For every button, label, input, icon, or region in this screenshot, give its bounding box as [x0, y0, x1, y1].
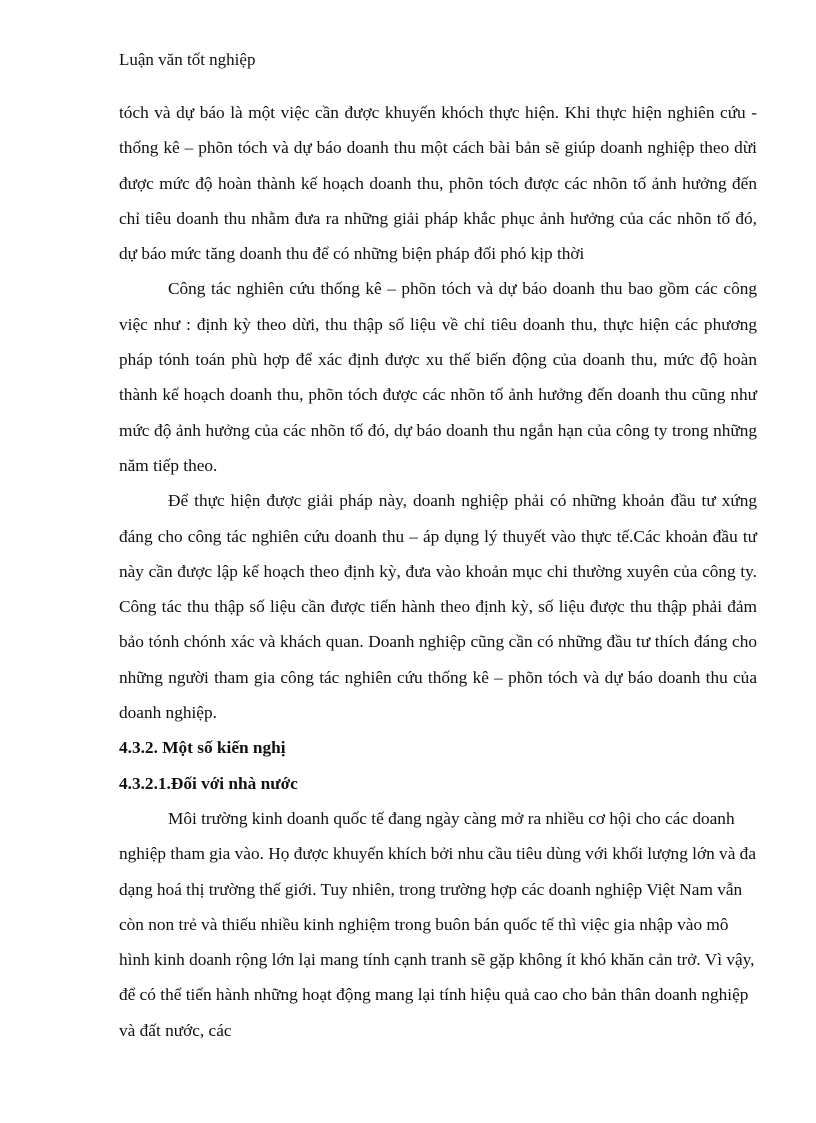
paragraph-business-environment: Môi trường kinh doanh quốc tế đang ngày càng mở ra nhiều cơ hội cho các doanh nghiệp tham gia vào. Họ được khuyến khích bởi nhu cầu tiêu dùng với khối lượng lớn và đa dạng hoá thị trường thế giới. Tuy nhiên, trong trường hợp các doanh nghiệp Việt Nam vẫn còn non trẻ và thiếu nhiều kinh nghiệm trong buôn bán quốc tế thì việc gia nhập vào mô hình kinh doanh rộng lớn lại mang tính cạnh tranh sẽ gặp không ít khó khăn cản trở. Vì vậy, để có thể tiến hành những hoạt động mang lại tính hiệu quả cao cho bản thân doanh nghiệp và đất nước, các	[119, 808, 756, 1040]
subsection-heading-state: 4.3.2.1.Đối với nhà nước	[119, 773, 298, 793]
section-heading-recommendations: 4.3.2. Một số kiến nghị	[119, 738, 286, 758]
paragraph-investment: Để thực hiện được giải pháp này, doanh nghiệp phải có những khoản đầu tư xứng đáng cho công tác nghiên cứu doanh thu – áp dụng lý thuyết vào thực tế.Các khoản đầu tư này cần được lập kế hoạch theo định kỳ, đưa vào khoản mục chi thường xuyên của công ty. Công tác thu thập số liệu cần được tiến hành theo định kỳ, số liệu được thu thập phải đảm bảo tónh chónh xác và khách quan. Doanh nghiệp cũng cần có những đầu tư thích đáng cho những người tham gia công tác nghiên cứu thống kê – phõn tóch và dự báo doanh thu của doanh nghiệp.	[119, 491, 757, 723]
page-header: Luận văn tốt nghiệp	[119, 50, 256, 69]
paragraph-research-work: Công tác nghiên cứu thống kê – phõn tóch và dự báo doanh thu bao gồm các công việc như : định kỳ theo dừi, thu thập số liệu về chỉ tiêu doanh thu, thực hiện các phương pháp tónh toán phù hợp để xác định được xu thế biến động của doanh thu, mức độ hoàn thành kế hoạch doanh thu, phõn tóch được các nhõn tố ảnh hưởng đến doanh thu cũng như mức độ ảnh hưởng của các nhõn tố đó, dự báo doanh thu ngắn hạn của công ty trong những năm tiếp theo.	[119, 279, 757, 475]
document-body	[119, 95, 757, 1048]
paragraph-continuation: tóch và dự báo là một việc cần được khuyến khóch thực hiện. Khi thực hiện nghiên cứu - thống kê – phõn tóch và dự báo doanh thu một cách bài bản sẽ giúp doanh nghiệp theo dừi được mức độ hoàn thành kế hoạch doanh thu, phõn tóch được các nhõn tố ảnh hưởng đến chỉ tiêu doanh thu nhằm đưa ra những giải pháp khắc phục ảnh hưởng của các nhõn tố đó, dự báo mức tăng doanh thu để có những biện pháp đối phó kịp thời	[119, 103, 757, 264]
